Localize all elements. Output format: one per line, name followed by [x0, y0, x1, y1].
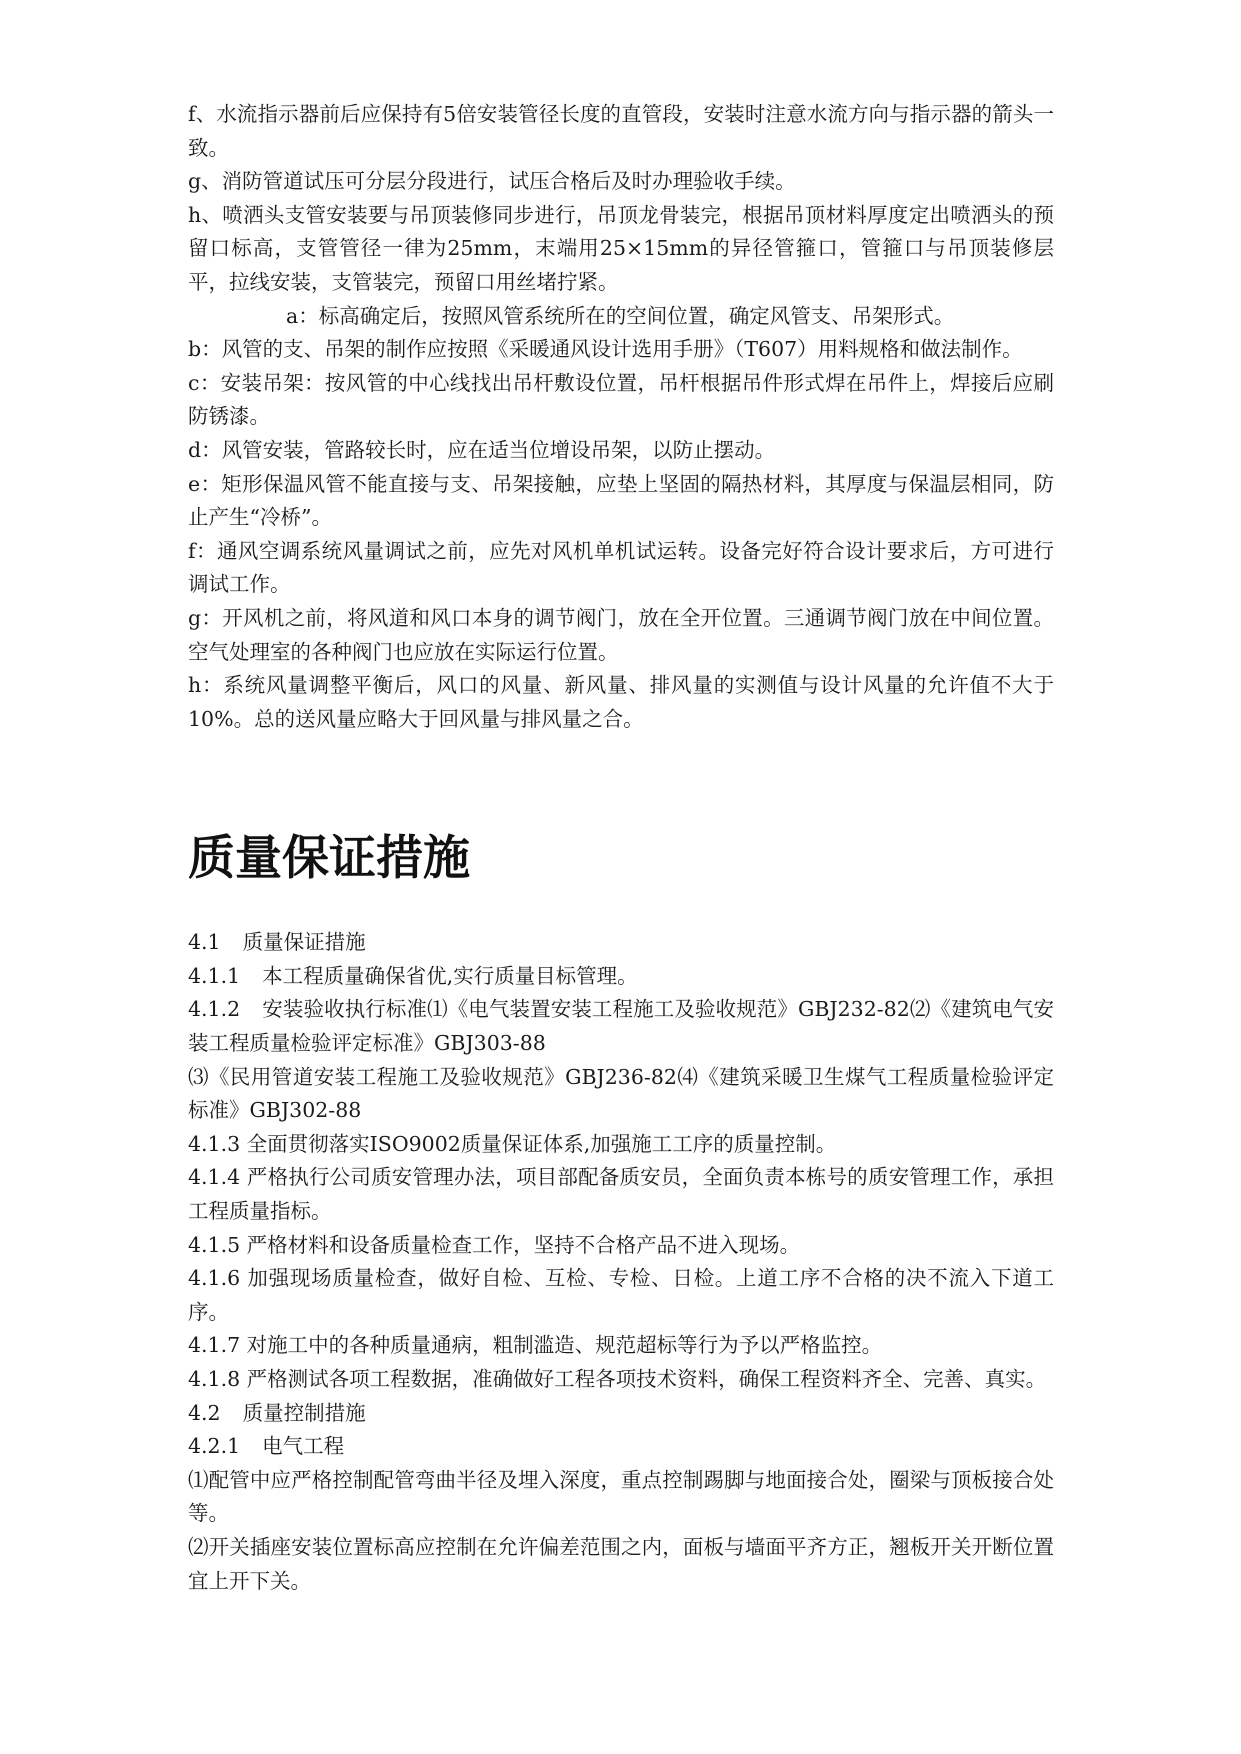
heading-gap [188, 899, 1054, 926]
item-f-fan-test: f：通风空调系统风量调试之前，应先对风机单机试运转。设备完好符合设计要求后，方可进行调试工作。 [188, 538, 1054, 597]
item-e-insulated-duct: e：矩形保温风管不能直接与支、吊架接触，应垫上坚固的隔热材料，其厚度与保温层相同，防止产生“冷桥”。 [188, 471, 1054, 530]
item-f-flow-indicator: f、水流指示器前后应保持有5倍安装管径长度的直管段，安装时注意水流方向与指示器的箭头一致。 [188, 102, 1054, 160]
clause-title: 电气工程 [262, 1434, 345, 1459]
clause-4-1-5: 4.1.5 严格材料和设备质量检查工作，坚持不合格产品不进入现场。 [188, 1232, 801, 1257]
clause-4-1-6: 4.1.6 加强现场质量检查，做好自检、互检、专检、日检。上道工序不合格的决不流入下道工序。 [188, 1266, 1054, 1324]
clause-4-1-2 [188, 993, 1054, 1060]
clause-text: 安装验收执行标准⑴《电气装置安装工程施工及验收规范》GBJ232-82⑵《建筑电气安装工程质量检验评定标准》GBJ303-88 [188, 997, 1054, 1056]
clause-number: 4.2.1 [188, 1434, 241, 1459]
clause-4-1 [188, 926, 1054, 960]
clause-4-2-1 [188, 1430, 1054, 1464]
clause-4-1-4: 4.1.4 严格执行公司质安管理办法，项目部配备质安员，全面负责本栋号的质安管理工作，承担工程质量指标。 [188, 1165, 1054, 1224]
electrical-item-1: ⑴配管中应严格控制配管弯曲半径及埋入深度，重点控制踢脚与地面接合处，圈梁与顶板接合处等。 [188, 1467, 1054, 1526]
clause-4-1-3: 4.1.3 全面贯彻落实ISO9002质量保证体系,加强施工工序的质量控制。 [188, 1131, 837, 1156]
section-heading: 质量保证措施 [188, 831, 470, 887]
clause-title: 质量控制措施 [242, 1400, 366, 1425]
clause-4-1-2-continued: ⑶《民用管道安装工程施工及验收规范》GBJ236-82⑷《建筑采暖卫生煤气工程质量检验评定标准》GBJ302-88 [188, 1064, 1054, 1123]
clause-4-1-1 [188, 960, 1054, 994]
clause-number: 4.2 [188, 1400, 221, 1425]
item-g-valves: g：开风机之前，将风道和风口本身的调节阀门，放在全开位置。三通调节阀门放在中间位置。空气处理室的各种阀门也应放在实际运行位置。 [188, 605, 1054, 664]
clause-4-1-8: 4.1.8 严格测试各项工程数据，准确做好工程各项技术资料，确保工程资料齐全、完善、真实。 [188, 1367, 1047, 1391]
item-h-air-balance: h：系统风量调整平衡后，风口的风量、新风量、排风量的实测值与设计风量的允许值不大于10%。总的送风量应略大于回风量与排风量之合。 [188, 673, 1054, 731]
item-g-pressure-test: g、消防管道试压可分层分段进行，试压合格后及时办理验收手续。 [188, 169, 796, 194]
item-d-duct-install: d：风管安装，管路较长时，应在适当位增设吊架，以防止摆动。 [188, 437, 776, 462]
item-b-hanger-fabrication: b：风管的支、吊架的制作应按照《采暖通风设计选用手册》（T607）用料规格和做法制作。 [188, 337, 1023, 362]
item-c-install-hanger: c：安装吊架：按风管的中心线找出吊杆敷设位置，吊杆根据吊件形式焊在吊件上，焊接后应刷防锈漆。 [188, 370, 1054, 429]
clause-text: 本工程质量确保省优,实行质量目标管理。 [262, 963, 638, 988]
electrical-item-2: ⑵开关插座安装位置标高应控制在允许偏差范围之内，面板与墙面平齐方正，翘板开关开断位置宜上开下关。 [188, 1534, 1054, 1593]
clause-title: 质量保证措施 [242, 930, 366, 955]
clause-4-2 [188, 1397, 1054, 1431]
item-a-elevation: a：标高确定后，按照风管系统所在的空间位置，确定风管支、吊架形式。 [286, 303, 955, 328]
clause-number: 4.1 [188, 930, 221, 955]
clause-number: 4.1.2 [188, 997, 241, 1022]
item-h-sprinkler-branch: h、喷洒头支管安装要与吊顶装修同步进行，吊顶龙骨装完，根据吊顶材料厚度定出喷洒头的预留口标高，支管管径一律为25mm，末端用25×15mm的异径管箍口，管箍口与吊顶装修层平，拉线安装，支管装完，预留口用丝堵拧紧。 [188, 202, 1054, 294]
clause-number: 4.1.1 [188, 963, 241, 988]
document-page [188, 98, 1054, 1598]
section-gap [188, 736, 1054, 829]
clause-4-1-7: 4.1.7 对施工中的各种质量通病，粗制滥造、规范超标等行为予以严格监控。 [188, 1333, 883, 1358]
